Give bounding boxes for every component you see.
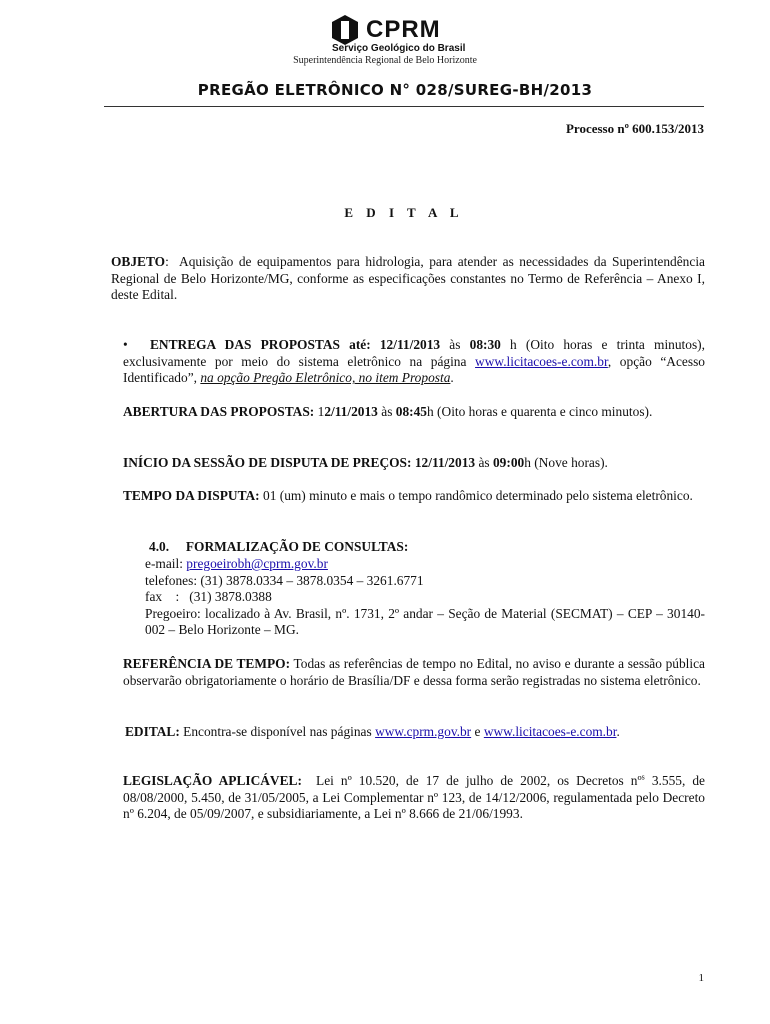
abertura-date: 2/11/2013 [324, 404, 378, 419]
abertura-text: h (Oito horas e quarenta e cinco minutos). [427, 404, 653, 419]
consultas-label: FORMALIZAÇÃO DE CONSULTAS: [185, 539, 409, 554]
entrega-emphasis: na opção Pregão Eletrônico, no item Proposta [200, 370, 451, 386]
edital-section [125, 724, 715, 741]
email-link[interactable]: pregoeirobh@cprm.gov.br [186, 556, 328, 571]
title-divider [104, 106, 704, 107]
tempo-text: 01 (um) minuto e mais o tempo randômico determinado pelo sistema eletrônico. [263, 488, 693, 503]
entrega-option-text: , opção “Acesso Identificado”, [123, 353, 705, 386]
logo-text: CPRM [366, 16, 441, 43]
page-number: 1 [698, 972, 704, 984]
entrega-date: 12/11/2013 [379, 337, 441, 352]
objeto-section: OBJETO: Aquisição de equipamentos para hidrologia, para atender as necessidades da Superintendência Regional de Belo Horizonte/MG, conforme as especificações constantes no Termo de Referência – Anexo I, deste Edital. [111, 254, 705, 303]
inicio-date: 12/11/2013 [414, 455, 476, 470]
entrega-label: ENTREGA DAS PROPOSTAS até: [150, 337, 371, 352]
legislacao-label: LEGISLAÇÃO APLICÁVEL: [123, 773, 302, 788]
address-line: Pregoeiro: localizado à Av. Brasil, nº. 1731, 2º andar – Seção de Material (SECMAT) – CEP – 30140-002 – Belo Horizonte – MG. [145, 605, 705, 638]
process-number: Processo nº 600.153/2013 [565, 121, 704, 136]
objeto-label: OBJETO [111, 254, 166, 269]
edital-text: Encontra-se disponível nas páginas [183, 724, 372, 739]
phones-line: telefones: (31) 3878.0334 – 3878.0354 – 3261.6771 [145, 572, 424, 588]
legislacao-text-end: 3.555, de 08/08/2000, 5.450, de 31/05/2005, a Lei Complementar nº 123, de 14/12/2006, regulamentada pelo Decreto nº 6.204, de 05/09/2007, e subsidiariamente, a Lei nº 8.666 de 21/06/1993. [123, 773, 706, 822]
tempo-label: TEMPO DA DISPUTA: [123, 488, 260, 503]
legislacao-section [123, 773, 705, 823]
page-title: PREGÃO ELETRÔNICO N° 028/SUREG-BH/2013 [197, 81, 593, 99]
inicio-section [123, 455, 713, 472]
licitacoes-link[interactable]: www.licitacoes-e.com.br [475, 353, 608, 369]
abertura-label: ABERTURA DAS PROPOSTAS: [123, 404, 315, 419]
referencia-section [123, 656, 705, 689]
cprm-logo-icon [330, 14, 360, 46]
entrega-connector: às [449, 337, 461, 352]
bullet-icon: • [123, 337, 128, 352]
consultas-number: 4.0. [149, 539, 170, 554]
inicio-connector: às [478, 455, 490, 470]
abertura-time: 08:45 [395, 404, 428, 419]
referencia-text: Todas as referências de tempo no Edital, no aviso e durante a sessão pública observarão obrigatoriamente o horário de Brasília/DF e dessa forma serão registradas no sistema eletrônico. [123, 656, 705, 688]
objeto-text: Aquisição de equipamentos para hidrologia, para atender as necessidades da Superintendência Regional de Belo Horizonte/MG, conforme as especificações constantes no Termo de Referência – Anexo I, deste Edital. [111, 254, 705, 303]
edital-label: EDITAL: [125, 724, 180, 739]
inicio-time: 09:00 [492, 455, 525, 470]
regional-unit: Superintendência Regional de Belo Horizonte [293, 55, 477, 66]
tempo-section [123, 488, 705, 505]
fax-line: fax : (31) 3878.0388 [145, 589, 272, 605]
email-label: e-mail: [145, 556, 183, 571]
consultas-section [145, 556, 705, 639]
legislacao-text-start: Lei nº 10.520, de 17 de julho de 2002, os Decretos nº [316, 773, 642, 788]
legislacao-superscript: s [641, 772, 645, 782]
edital-connector: e [474, 724, 481, 739]
abertura-connector: às [381, 404, 393, 419]
abertura-section [123, 404, 705, 421]
inicio-label: INÍCIO DA SESSÃO DE DISPUTA DE PREÇOS: [123, 455, 412, 470]
edital-end: . [616, 724, 620, 739]
consultas-heading [149, 539, 709, 556]
entrega-end: . [450, 370, 454, 386]
entrega-text: h (Oito horas e trinta minutos), exclusivamente por meio do sistema eletrônico na página [123, 337, 705, 369]
abertura-date-start: 1 [317, 404, 325, 419]
logo-subtitle: Serviço Geológico do Brasil [332, 43, 466, 54]
edital-heading: E D I T A L [344, 205, 464, 220]
cprm-link[interactable]: www.cprm.gov.br [375, 724, 472, 739]
inicio-text: h (Nove horas). [524, 455, 608, 470]
referencia-label: REFERÊNCIA DE TEMPO: [123, 656, 291, 671]
entrega-section [123, 337, 705, 387]
entrega-time: 08:30 [469, 337, 501, 352]
licitacoes-link-2[interactable]: www.licitacoes-e.com.br [483, 724, 617, 739]
